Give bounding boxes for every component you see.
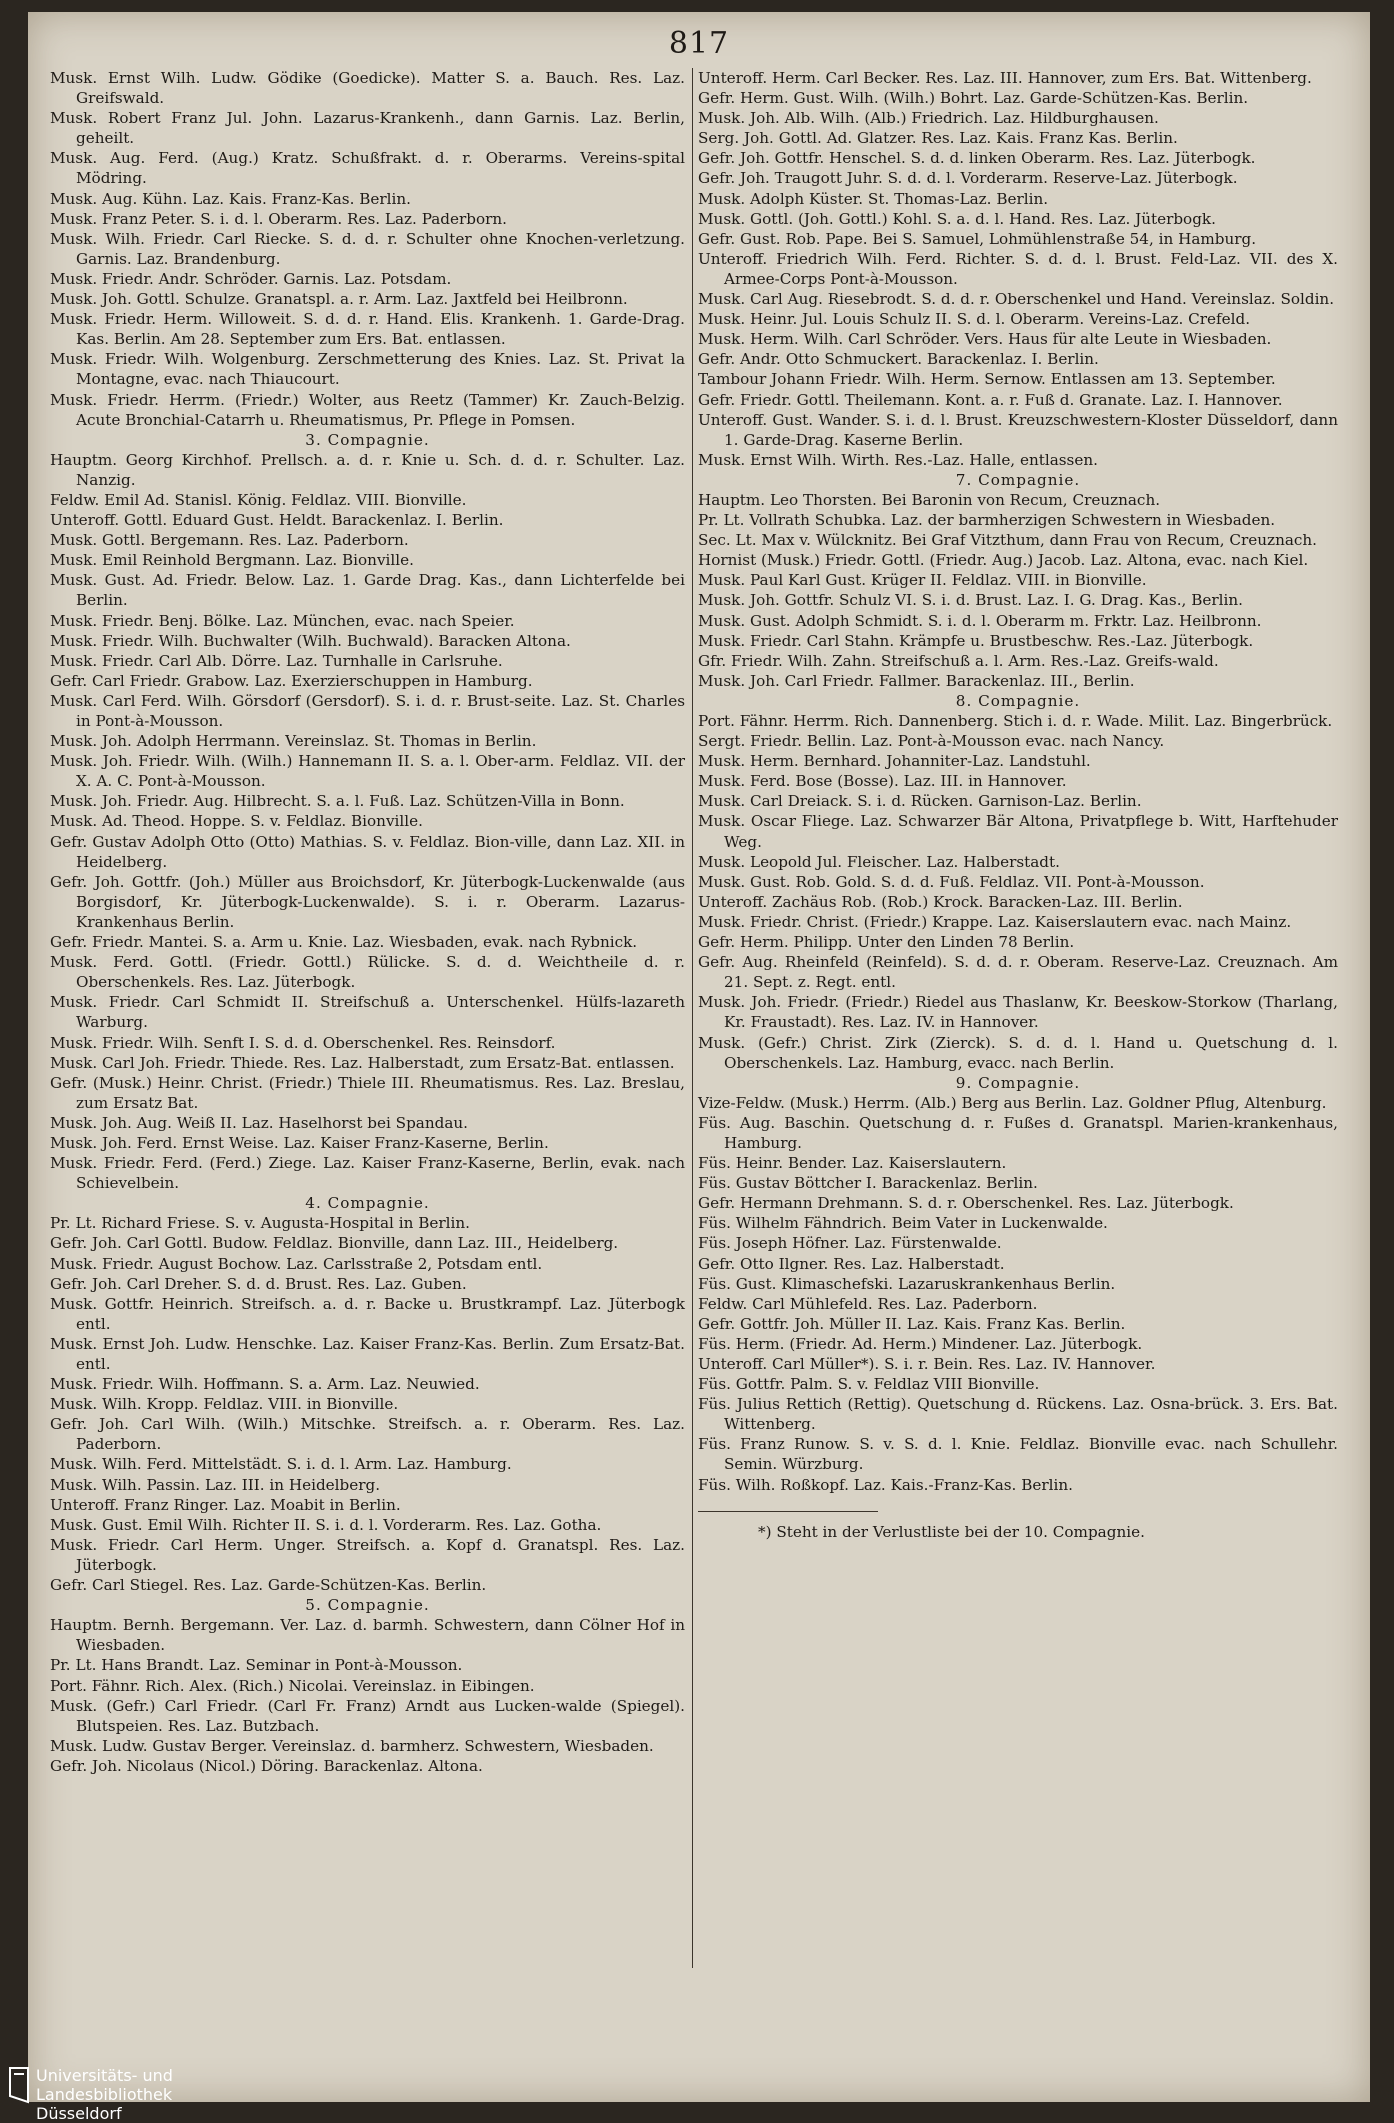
casualty-entry: Musk. Friedr. Carl Schmidt II. Streifschuß a. Unterschenkel. Hülfs-lazareth Warburg. <box>50 993 685 1032</box>
library-logo <box>0 2060 200 2123</box>
casualty-entry: Füs. Gottfr. Palm. S. v. Feldlaz VIII Bionville. <box>698 1375 1040 1394</box>
footnote-rule <box>698 1511 878 1512</box>
casualty-entry: Füs. Aug. Baschin. Quetschung d. r. Fußes d. Granatspl. Marien-krankenhaus, Hamburg. <box>698 1113 1338 1152</box>
casualty-entry: Musk. Heinr. Jul. Louis Schulz II. S. d. l. Oberarm. Vereins-Laz. Crefeld. <box>698 310 1251 329</box>
casualty-entry: Musk. Friedr. August Bochow. Laz. Carlsstraße 2, Potsdam entl. <box>50 1254 543 1273</box>
casualty-entry: Musk. Ernst Wilh. Ludw. Gödike (Goedicke). Matter S. a. Bauch. Res. Laz. Greifswald. <box>50 69 685 108</box>
casualty-entry: Unteroff. Gottl. Eduard Gust. Heldt. Barackenlaz. I. Berlin. <box>50 511 504 530</box>
casualty-entry: Musk. Ludw. Gustav Berger. Vereinslaz. d. barmherz. Schwestern, Wiesbaden. <box>50 1736 654 1755</box>
casualty-entry: Musk. Joh. Friedr. Aug. Hilbrecht. S. a. l. Fuß. Laz. Schützen-Villa in Bonn. <box>50 792 625 811</box>
casualty-entry: Gefr. Joh. Gottfr. Henschel. S. d. d. linken Oberarm. Res. Laz. Jüterbogk. <box>698 149 1256 168</box>
library-logo-icon <box>6 2066 32 2104</box>
casualty-entry: Musk. Friedr. Carl Herm. Unger. Streifsch. a. Kopf d. Granatspl. Res. Laz. Jüterbogk. <box>50 1535 685 1574</box>
casualty-entry: Füs. Gust. Klimaschefski. Lazaruskrankenhaus Berlin. <box>698 1274 1116 1293</box>
casualty-entry: Hauptm. Georg Kirchhof. Prellsch. a. d. r. Knie u. Sch. d. d. r. Schulter. Laz. Nanzig. <box>50 450 685 489</box>
casualty-entry: Musk. Carl Aug. Riesebrodt. S. d. d. r. Oberschenkel und Hand. Vereinslaz. Soldin. <box>698 290 1335 309</box>
casualty-entry: Musk. Joh. Ferd. Ernst Weise. Laz. Kaiser Franz-Kaserne, Berlin. <box>50 1133 549 1152</box>
casualty-entry: Gefr. Herm. Gust. Wilh. (Wilh.) Bohrt. Laz. Garde-Schützen-Kas. Berlin. <box>698 89 1249 108</box>
casualty-entry: Musk. Gust. Emil Wilh. Richter II. S. i. d. l. Vorderarm. Res. Laz. Gotha. <box>50 1515 602 1534</box>
casualty-entry: Gefr. (Musk.) Heinr. Christ. (Friedr.) Thiele III. Rheumatismus. Res. Laz. Breslau, zum Ersatz Bat. <box>50 1073 685 1112</box>
casualty-entry: Unteroff. Franz Ringer. Laz. Moabit in Berlin. <box>50 1495 401 1514</box>
casualty-entry: Sec. Lt. Max v. Wülcknitz. Bei Graf Vitzthum, dann Frau von Recum, Creuznach. <box>698 531 1318 550</box>
casualty-entry: Musk. Carl Ferd. Wilh. Görsdorf (Gersdorf). S. i. d. r. Brust-seite. Laz. St. Charles in Pont-à-Mousson. <box>50 691 685 730</box>
casualty-entry: Musk. Paul Karl Gust. Krüger II. Feldlaz. VIII. in Bionville. <box>698 571 1147 590</box>
casualty-entry: Gefr. Hermann Drehmann. S. d. r. Oberschenkel. Res. Laz. Jüterbogk. <box>698 1194 1234 1213</box>
casualty-entry: Musk. Ernst Joh. Ludw. Henschke. Laz. Kaiser Franz-Kas. Berlin. Zum Ersatz-Bat. entl. <box>50 1334 685 1373</box>
casualty-entry: Gefr. Gustav Adolph Otto (Otto) Mathias. S. v. Feldlaz. Bion-ville, dann Laz. XII. in Heidelberg. <box>50 832 685 871</box>
casualty-entry: Gefr. Joh. Gottfr. (Joh.) Müller aus Broichsdorf, Kr. Jüterbogk-Luckenwalde (aus Borgisdorf, Kr. Jüterbogk-Luckenwalde). S. i. r. Oberarm. Lazarus-Krankenhaus Berlin. <box>50 872 685 931</box>
casualty-entry: Füs. Wilhelm Fähndrich. Beim Vater in Luckenwalde. <box>698 1214 1108 1233</box>
casualty-entry: Gefr. Carl Friedr. Grabow. Laz. Exerzierschuppen in Hamburg. <box>50 671 533 690</box>
casualty-entry: Musk. Friedr. Wilh. Hoffmann. S. a. Arm. Laz. Neuwied. <box>50 1375 480 1394</box>
casualty-entry: Musk. Robert Franz Jul. John. Lazarus-Krankenh., dann Garnis. Laz. Berlin, geheilt. <box>50 109 685 148</box>
casualty-entry: Serg. Joh. Gottl. Ad. Glatzer. Res. Laz. Kais. Franz Kas. Berlin. <box>698 129 1178 148</box>
casualty-entry: Füs. Franz Runow. S. v. S. d. l. Knie. Feldlaz. Bionville evac. nach Schullehr. Semin. Würzburg. <box>698 1435 1338 1474</box>
casualty-entry: Musk. Friedr. Benj. Bölke. Laz. München, evac. nach Speier. <box>50 611 515 630</box>
casualty-entry: Musk. Gottfr. Heinrich. Streifsch. a. d. r. Backe u. Brustkrampf. Laz. Jüterbogk entl. <box>50 1294 685 1333</box>
casualty-entry: Musk. (Gefr.) Carl Friedr. (Carl Fr. Franz) Arndt aus Lucken-walde (Spiegel). Blutspeien. Res. Laz. Butzbach. <box>50 1696 685 1735</box>
casualty-entry: Pr. Lt. Hans Brandt. Laz. Seminar in Pont-à-Mousson. <box>50 1656 463 1675</box>
casualty-entry: Sergt. Friedr. Bellin. Laz. Pont-à-Mousson evac. nach Nancy. <box>698 732 1165 751</box>
casualty-entry: Füs. Gustav Böttcher I. Barackenlaz. Berlin. <box>698 1174 1038 1193</box>
compagnie-heading: 8. Compagnie. <box>955 691 1081 710</box>
casualty-entry: Unteroff. Zachäus Rob. (Rob.) Krock. Baracken-Laz. III. Berlin. <box>698 892 1183 911</box>
compagnie-heading: 3. Compagnie. <box>305 430 430 449</box>
casualty-entry: Unteroff. Friedrich Wilh. Ferd. Richter. S. d. d. l. Brust. Feld-Laz. VII. des X. Armee-Corps Pont-à-Mousson. <box>698 249 1338 288</box>
casualty-entry: Musk. Joh. Friedr. (Friedr.) Riedel aus Thaslanw, Kr. Beeskow-Storkow (Tharlang, Kr. Fraustadt). Res. Laz. IV. in Hannover. <box>698 993 1338 1032</box>
casualty-entry: Musk. Joh. Friedr. Wilh. (Wilh.) Hannemann II. S. a. l. Ober-arm. Feldlaz. VII. der X. A. C. Pont-à-Mousson. <box>50 752 685 791</box>
casualty-entry: Gefr. Otto Ilgner. Res. Laz. Halberstadt. <box>698 1254 1005 1273</box>
casualty-entry: Unteroff. Carl Müller*). S. i. r. Bein. Res. Laz. IV. Hannover. <box>698 1355 1156 1373</box>
casualty-entry: Gefr. Aug. Rheinfeld (Reinfeld). S. d. d. r. Oberam. Reserve-Laz. Creuznach. Am 21. Sept. z. Regt. entl. <box>698 953 1338 992</box>
casualty-entry: Hauptm. Bernh. Bergemann. Ver. Laz. d. barmh. Schwestern, dann Cölner Hof in Wiesbaden. <box>50 1616 685 1655</box>
casualty-entry: Gefr. Herm. Philipp. Unter den Linden 78 Berlin. <box>698 933 1075 952</box>
casualty-entry: Musk. Friedr. Herrm. (Friedr.) Wolter, aus Reetz (Tammer) Kr. Zauch-Belzig. Acute Bronchial-Catarrh u. Rheumatismus, Pr. Pflege in Pomsen. <box>50 390 685 429</box>
casualty-entry: Musk. Friedr. Carl Stahn. Krämpfe u. Brustbeschw. Res.-Laz. Jüterbogk. <box>698 631 1254 650</box>
casualty-entry: Füs. Herm. (Friedr. Ad. Herm.) Mindener. Laz. Jüterbogk. <box>698 1334 1143 1353</box>
casualty-entry: Musk. Ferd. Gottl. (Friedr. Gottl.) Rülicke. S. d. d. Weichtheile d. r. Oberschenkels. Res. Laz. Jüterbogk. <box>50 953 685 992</box>
casualty-entry: Musk. Wilh. Passin. Laz. III. in Heidelberg. <box>50 1475 381 1494</box>
casualty-entry: Musk. Adolph Küster. St. Thomas-Laz. Berlin. <box>698 189 1049 208</box>
casualty-entry: Vize-Feldw. (Musk.) Herrm. (Alb.) Berg aus Berlin. Laz. Goldner Pflug, Altenburg. <box>698 1093 1327 1112</box>
left-column <box>50 68 685 1776</box>
casualty-entry: Gefr. Joh. Carl Dreher. S. d. d. Brust. Res. Laz. Guben. <box>50 1274 467 1293</box>
casualty-entry: Musk. Aug. Kühn. Laz. Kais. Franz-Kas. Berlin. <box>50 189 411 208</box>
casualty-entry: Gefr. Carl Stiegel. Res. Laz. Garde-Schützen-Kas. Berlin. <box>50 1576 487 1595</box>
casualty-entry: Füs. Joseph Höfner. Laz. Fürstenwalde. <box>698 1234 1002 1253</box>
casualty-entry: Musk. Herm. Bernhard. Johanniter-Laz. Landstuhl. <box>698 752 1091 771</box>
casualty-entry: Gefr. Andr. Otto Schmuckert. Barackenlaz. I. Berlin. <box>698 350 1099 369</box>
casualty-entry: Musk. Wilh. Friedr. Carl Riecke. S. d. d. r. Schulter ohne Knochen-verletzung. Garnis. Laz. Brandenburg. <box>50 229 685 268</box>
casualty-entry: Musk. Friedr. Andr. Schröder. Garnis. Laz. Potsdam. <box>50 269 452 288</box>
casualty-entry: Gefr. Friedr. Gottl. Theilemann. Kont. a. r. Fuß d. Granate. Laz. I. Hannover. <box>698 390 1283 409</box>
casualty-entry: Musk. Gust. Adolph Schmidt. S. i. d. l. Oberarm m. Frktr. Laz. Heilbronn. <box>698 611 1262 630</box>
page <box>28 12 1370 2102</box>
footnote: *) Steht in der Verlustliste bei der 10. Compagnie. <box>758 1522 1145 1541</box>
casualty-entry: Musk. Oscar Fliege. Laz. Schwarzer Bär Altona, Privatpflege b. Witt, Harftehuder Weg. <box>698 812 1338 851</box>
casualty-entry: Musk. Ernst Wilh. Wirth. Res.-Laz. Halle, entlassen. <box>698 450 1098 469</box>
casualty-entry: Pr. Lt. Richard Friese. S. v. Augusta-Hospital in Berlin. <box>50 1214 470 1233</box>
casualty-entry: Gefr. Joh. Carl Gottl. Budow. Feldlaz. Bionville, dann Laz. III., Heidelberg. <box>50 1234 619 1253</box>
casualty-entry: Füs. Wilh. Roßkopf. Laz. Kais.-Franz-Kas. Berlin. <box>698 1475 1073 1494</box>
casualty-entry: Musk. Joh. Gottl. Schulze. Granatspl. a. r. Arm. Laz. Jaxtfeld bei Heilbronn. <box>50 290 628 309</box>
casualty-entry: Musk. Friedr. Wilh. Wolgenburg. Zerschmetterung des Knies. Laz. St. Privat la Montagne, evac. nach Thiaucourt. <box>50 350 685 389</box>
page-number: 817 <box>668 26 730 61</box>
casualty-entry: Hauptm. Leo Thorsten. Bei Baronin von Recum, Creuznach. <box>698 490 1161 509</box>
casualty-entry: Musk. Joh. Adolph Herrmann. Vereinslaz. St. Thomas in Berlin. <box>50 732 537 751</box>
casualty-entry: Gefr. Gust. Rob. Pape. Bei S. Samuel, Lohmühlenstraße 54, in Hamburg. <box>698 229 1257 248</box>
casualty-entry: Musk. (Gefr.) Christ. Zirk (Zierck). S. d. d. l. Hand u. Quetschung d. l. Oberschenkels. Laz. Hamburg, evacc. nach Berlin. <box>698 1033 1338 1072</box>
casualty-entry: Musk. Friedr. Herm. Willoweit. S. d. d. r. Hand. Elis. Krankenh. 1. Garde-Drag. Kas. Berlin. Am 28. September zum Ers. Bat. entlassen. <box>50 310 685 349</box>
casualty-entry: Musk. Ad. Theod. Hoppe. S. v. Feldlaz. Bionville. <box>50 812 423 831</box>
casualty-entry: Port. Fähnr. Rich. Alex. (Rich.) Nicolai. Vereinslaz. in Eibingen. <box>50 1676 535 1695</box>
casualty-entry: Musk. Friedr. Wilh. Buchwalter (Wilh. Buchwald). Baracken Altona. <box>50 631 571 650</box>
column-divider <box>692 68 693 1968</box>
library-logo-line2: Landesbibliothek Düsseldorf <box>36 2085 173 2123</box>
casualty-entry: Musk. Herm. Wilh. Carl Schröder. Vers. Haus für alte Leute in Wiesbaden. <box>698 330 1272 349</box>
library-logo-line1: Universitäts- und <box>36 2066 173 2085</box>
right-column <box>698 68 1338 1542</box>
casualty-entry: Port. Fähnr. Herrm. Rich. Dannenberg. Stich i. d. r. Wade. Milit. Laz. Bingerbrück. <box>698 712 1333 730</box>
casualty-entry: Musk. Carl Dreiack. S. i. d. Rücken. Garnison-Laz. Berlin. <box>698 792 1142 811</box>
casualty-entry: Musk. Friedr. Christ. (Friedr.) Krappe. Laz. Kaiserslautern evac. nach Mainz. <box>698 912 1292 931</box>
casualty-entry: Musk. Joh. Alb. Wilh. (Alb.) Friedrich. Laz. Hildburghausen. <box>698 109 1159 128</box>
casualty-entry: Feldw. Carl Mühlefeld. Res. Laz. Paderborn. <box>698 1294 1038 1313</box>
casualty-entry: Tambour Johann Friedr. Wilh. Herm. Sernow. Entlassen am 13. September. <box>698 370 1276 389</box>
casualty-entry: Musk. Joh. Carl Friedr. Fallmer. Barackenlaz. III., Berlin. <box>698 671 1135 690</box>
casualty-entry: Gefr. Gottfr. Joh. Müller II. Laz. Kais. Franz Kas. Berlin. <box>698 1314 1126 1333</box>
casualty-entry: Musk. Emil Reinhold Bergmann. Laz. Bionville. <box>50 551 414 570</box>
casualty-entry: Unteroff. Herm. Carl Becker. Res. Laz. III. Hannover, zum Ers. Bat. Wittenberg. <box>698 69 1312 87</box>
casualty-entry: Gefr. Joh. Traugott Juhr. S. d. d. l. Vorderarm. Reserve-Laz. Jüterbogk. <box>698 169 1238 188</box>
casualty-entry: Pr. Lt. Vollrath Schubka. Laz. der barmherzigen Schwestern in Wiesbaden. <box>698 511 1276 530</box>
casualty-entry: Gefr. Joh. Nicolaus (Nicol.) Döring. Barackenlaz. Altona. <box>50 1756 483 1775</box>
casualty-entry: Musk. Aug. Ferd. (Aug.) Kratz. Schußfrakt. d. r. Oberarms. Vereins-spital Mödring. <box>50 149 685 188</box>
casualty-entry: Musk. Carl Joh. Friedr. Thiede. Res. Laz. Halberstadt, zum Ersatz-Bat. entlassen. <box>50 1053 675 1072</box>
casualty-entry: Musk. Joh. Gottfr. Schulz VI. S. i. d. Brust. Laz. I. G. Drag. Kas., Berlin. <box>698 591 1243 610</box>
casualty-entry: Musk. Leopold Jul. Fleischer. Laz. Halberstadt. <box>698 852 1060 871</box>
casualty-entry: Musk. Franz Peter. S. i. d. l. Oberarm. Res. Laz. Paderborn. <box>50 209 507 228</box>
casualty-entry: Gefr. Joh. Carl Wilh. (Wilh.) Mitschke. Streifsch. a. r. Oberarm. Res. Laz. Paderborn. <box>50 1415 685 1454</box>
casualty-entry: Füs. Heinr. Bender. Laz. Kaiserslautern. <box>698 1154 1007 1173</box>
casualty-entry: Füs. Julius Rettich (Rettig). Quetschung d. Rückens. Laz. Osna-brück. 3. Ers. Bat. Wittenberg. <box>698 1395 1338 1434</box>
casualty-entry: Musk. Wilh. Ferd. Mittelstädt. S. i. d. l. Arm. Laz. Hamburg. <box>50 1455 512 1474</box>
casualty-entry: Musk. Wilh. Kropp. Feldlaz. VIII. in Bionville. <box>50 1395 399 1414</box>
compagnie-heading: 4. Compagnie. <box>305 1194 430 1213</box>
casualty-entry: Musk. Friedr. Wilh. Senft I. S. d. d. Oberschenkel. Res. Reinsdorf. <box>50 1033 556 1052</box>
casualty-entry: Gfr. Friedr. Wilh. Zahn. Streifschuß a. l. Arm. Res.-Laz. Greifs-wald. <box>698 651 1219 670</box>
casualty-entry: Musk. Joh. Aug. Weiß II. Laz. Haselhorst bei Spandau. <box>50 1113 469 1132</box>
library-logo-text <box>36 2066 200 2123</box>
compagnie-heading: 7. Compagnie. <box>955 470 1081 489</box>
casualty-entry: Feldw. Emil Ad. Stanisl. König. Feldlaz. VIII. Bionville. <box>50 490 467 509</box>
casualty-entry: Musk. Gottl. Bergemann. Res. Laz. Paderborn. <box>50 531 409 550</box>
casualty-entry: Musk. Gottl. (Joh. Gottl.) Kohl. S. a. d. l. Hand. Res. Laz. Jüterbogk. <box>698 209 1216 228</box>
casualty-entry: Musk. Gust. Ad. Friedr. Below. Laz. 1. Garde Drag. Kas., dann Lichterfelde bei Berlin. <box>50 571 685 610</box>
casualty-entry: Hornist (Musk.) Friedr. Gottl. (Friedr. Aug.) Jacob. Laz. Altona, evac. nach Kiel. <box>698 551 1309 570</box>
compagnie-heading: 9. Compagnie. <box>955 1073 1081 1092</box>
casualty-entry: Musk. Friedr. Carl Alb. Dörre. Laz. Turnhalle in Carlsruhe. <box>50 651 503 670</box>
casualty-entry: Musk. Friedr. Ferd. (Ferd.) Ziege. Laz. Kaiser Franz-Kaserne, Berlin, evak. nach Schievelbein. <box>50 1154 685 1193</box>
casualty-entry: Musk. Gust. Rob. Gold. S. d. d. Fuß. Feldlaz. VII. Pont-à-Mousson. <box>698 872 1205 891</box>
casualty-entry: Gefr. Friedr. Mantei. S. a. Arm u. Knie. Laz. Wiesbaden, evak. nach Rybnick. <box>50 933 638 952</box>
compagnie-heading: 5. Compagnie. <box>305 1596 430 1615</box>
casualty-entry: Musk. Ferd. Bose (Bosse). Laz. III. in Hannover. <box>698 772 1067 791</box>
casualty-entry: Unteroff. Gust. Wander. S. i. d. l. Brust. Kreuzschwestern-Kloster Düsseldorf, dann 1. Garde-Drag. Kaserne Berlin. <box>698 410 1338 449</box>
